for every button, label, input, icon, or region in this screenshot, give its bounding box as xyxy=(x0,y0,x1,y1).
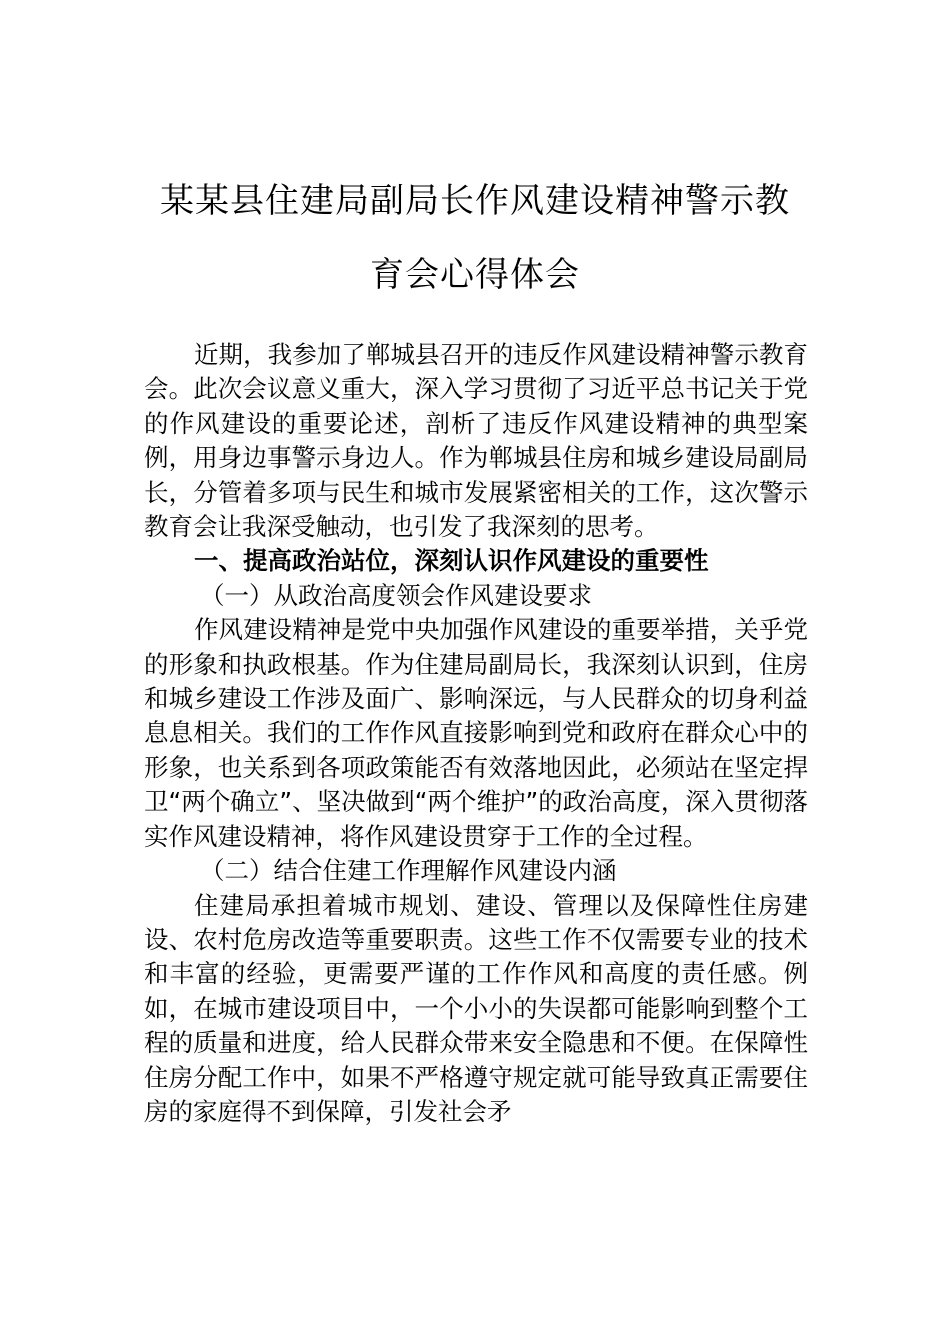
body-paragraph: 住建局承担着城市规划、建设、管理以及保障性住房建设、农村危房改造等重要职责。这些工作不仅需要专业的技术和丰富的经验，更需要严谨的工作作风和高度的责任感。例如，在城市建设项目中，一个小小的失误都可能影响到整个工程的质量和进度，给人民群众带来安全隐患和不便。在保障性住房分配工作中，如果不严格遵守规定就可能导致真正需要住房的家庭得不到保障，引发社会矛 xyxy=(144,890,808,1126)
document-body xyxy=(144,338,808,1129)
body-paragraph: 作风建设精神是党中央加强作风建设的重要举措，关乎党的形象和执政根基。作为住建局副局长，我深刻认识到，住房和城乡建设工作涉及面广、影响深远，与人民群众的切身利益息息相关。我们的工作作风直接影响到党和政府在群众心中的形象，也关系到各项政策能否有效落地因此，必须站在坚定捍卫“两个确立”、坚决做到“两个维护”的政治高度，深入贯彻落实作风建设精神，将作风建设贯穿于工作的全过程。 xyxy=(144,615,808,851)
document-title-line-1: 某某县住建局副局长作风建设精神警示教 xyxy=(160,181,790,221)
subsection-heading-1: （一）从政治高度领会作风建设要求 xyxy=(200,580,592,610)
document-title-line-2: 育会心得体会 xyxy=(370,255,580,295)
subsection-heading-2: （二）结合住建工作理解作风建设内涵 xyxy=(200,856,617,886)
intro-paragraph: 近期，我参加了郸城县召开的违反作风建设精神警示教育会。此次会议意义重大，深入学习贯彻了习近平总书记关于党的作风建设的重要论述，剖析了违反作风建设精神的典型案例，用身边事警示身边人。作为郸城县住房和城乡建设局副局长，分管着多项与民生和城市发展紧密相关的工作，这次警示教育会让我深受触动，也引发了我深刻的思考。 xyxy=(144,340,808,542)
section-heading-1: 一、提高政治站位，深刻认识作风建设的重要性 xyxy=(194,546,709,576)
